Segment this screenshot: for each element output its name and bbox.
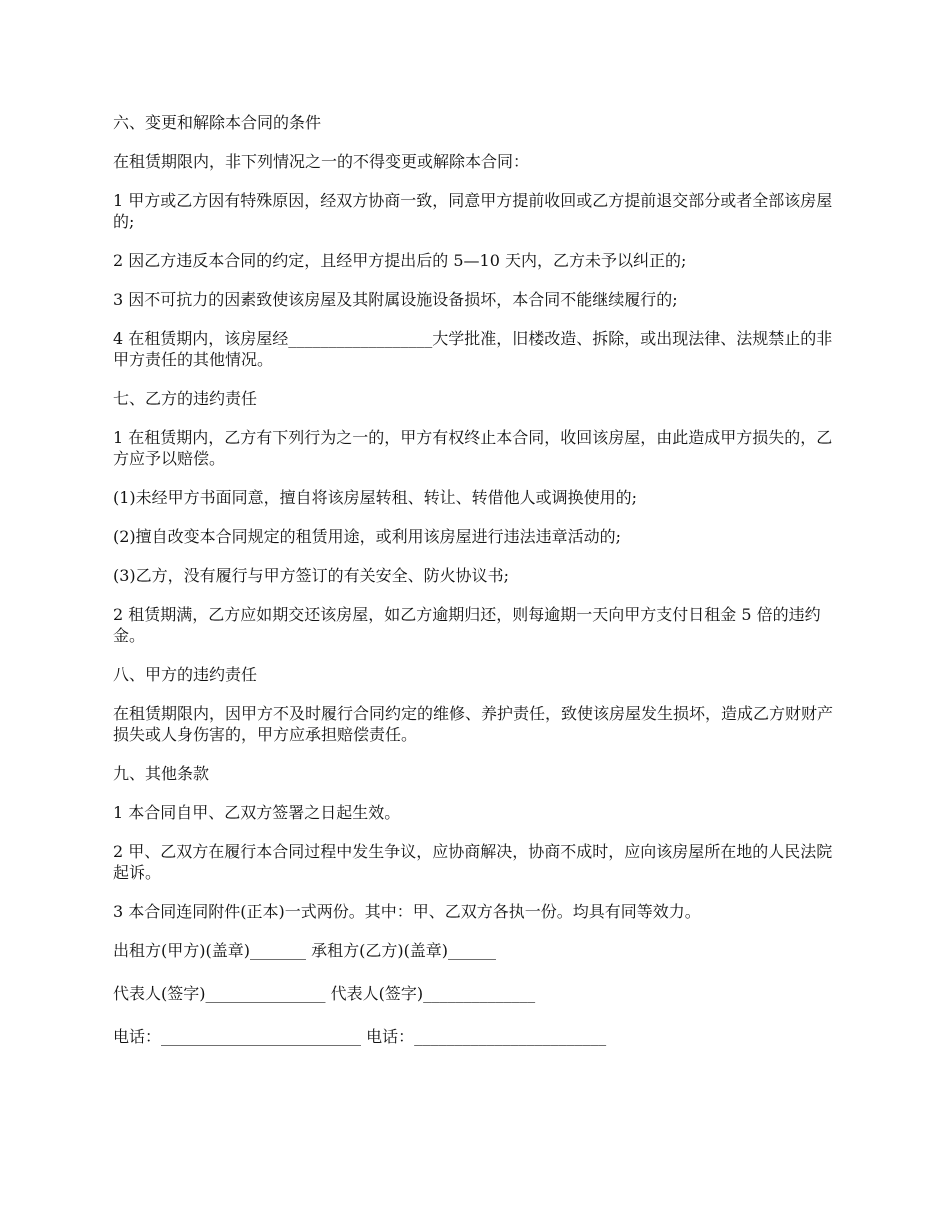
clause-paragraph: 1 本合同自甲、乙双方签署之日起生效。: [113, 803, 401, 822]
representative-line: [113, 981, 843, 1004]
clause-paragraph: 3 因不可抗力的因素致使该房屋及其附属设施设备损坏，本合同不能继续履行的;: [113, 290, 678, 309]
clause-paragraph: 1 甲方或乙方因有特殊原因，经双方协商一致，同意甲方提前收回或乙方提前退交部分或者全部该房屋的;: [113, 191, 833, 231]
clause-paragraph: 在租赁期限内，因甲方不及时履行合同约定的维修、养护责任，致使该房屋发生损坏，造成乙方财财产损失或人身伤害的，甲方应承担赔偿责任。: [113, 704, 834, 744]
section-heading: 八、甲方的违约责任: [113, 665, 258, 684]
clause-paragraph: 1 在租赁期内，乙方有下列行为之一的，甲方有权终止本合同，收回该房屋，由此造成甲方损失的，乙方应予以赔偿。: [113, 428, 833, 468]
section-heading: 九、其他条款: [113, 764, 210, 783]
clause-paragraph: 在租赁期限内，非下列情况之一的不得变更或解除本合同：: [113, 152, 530, 171]
lessee-phone-field: 电话：________________________: [366, 1027, 607, 1046]
clause-paragraph: 4 在租赁期内，该房屋经__________________大学批准，旧楼改造、拆除，或出现法律、法规禁止的非甲方责任的其他情况。: [113, 329, 833, 369]
lessee-seal-field: 承租方(乙方)(盖章)______: [311, 941, 497, 960]
lessor-seal-field: 出租方(甲方)(盖章)_______: [113, 941, 306, 960]
clause-paragraph: 2 甲、乙双方在履行本合同过程中发生争议，应协商解决，协商不成时，应向该房屋所在地的人民法院起诉。: [113, 842, 833, 882]
clause-paragraph: (1)未经甲方书面同意，擅自将该房屋转租、转让、转借他人或调换使用的;: [113, 488, 638, 507]
seal-line: [113, 938, 843, 961]
clause-paragraph: 2 租赁期满，乙方应如期交还该房屋，如乙方逾期归还，则每逾期一天向甲方支付日租金 5 倍的违约金。: [113, 605, 821, 645]
contract-page: [113, 110, 843, 1067]
section-heading: 六、变更和解除本合同的条件: [113, 113, 322, 132]
clause-paragraph: 2 因乙方违反本合同的约定，且经甲方提出后的 5—10 天内，乙方未予以纠正的;: [113, 251, 687, 270]
clause-paragraph: (2)擅自改变本合同规定的租赁用途，或利用该房屋进行违法违章活动的;: [113, 527, 622, 546]
contract-body: [113, 110, 843, 922]
section-heading: 七、乙方的违约责任: [113, 389, 258, 408]
lessor-representative-field: 代表人(签字)_______________: [113, 984, 326, 1003]
lessee-representative-field: 代表人(签字)______________: [330, 984, 536, 1003]
clause-paragraph: (3)乙方，没有履行与甲方签订的有关安全、防火协议书;: [113, 566, 510, 585]
lessor-phone-field: 电话：_________________________: [113, 1027, 362, 1046]
clause-paragraph: 3 本合同连同附件(正本)一式两份。其中：甲、乙双方各执一份。均具有同等效力。: [113, 902, 701, 921]
phone-line: [113, 1024, 843, 1047]
